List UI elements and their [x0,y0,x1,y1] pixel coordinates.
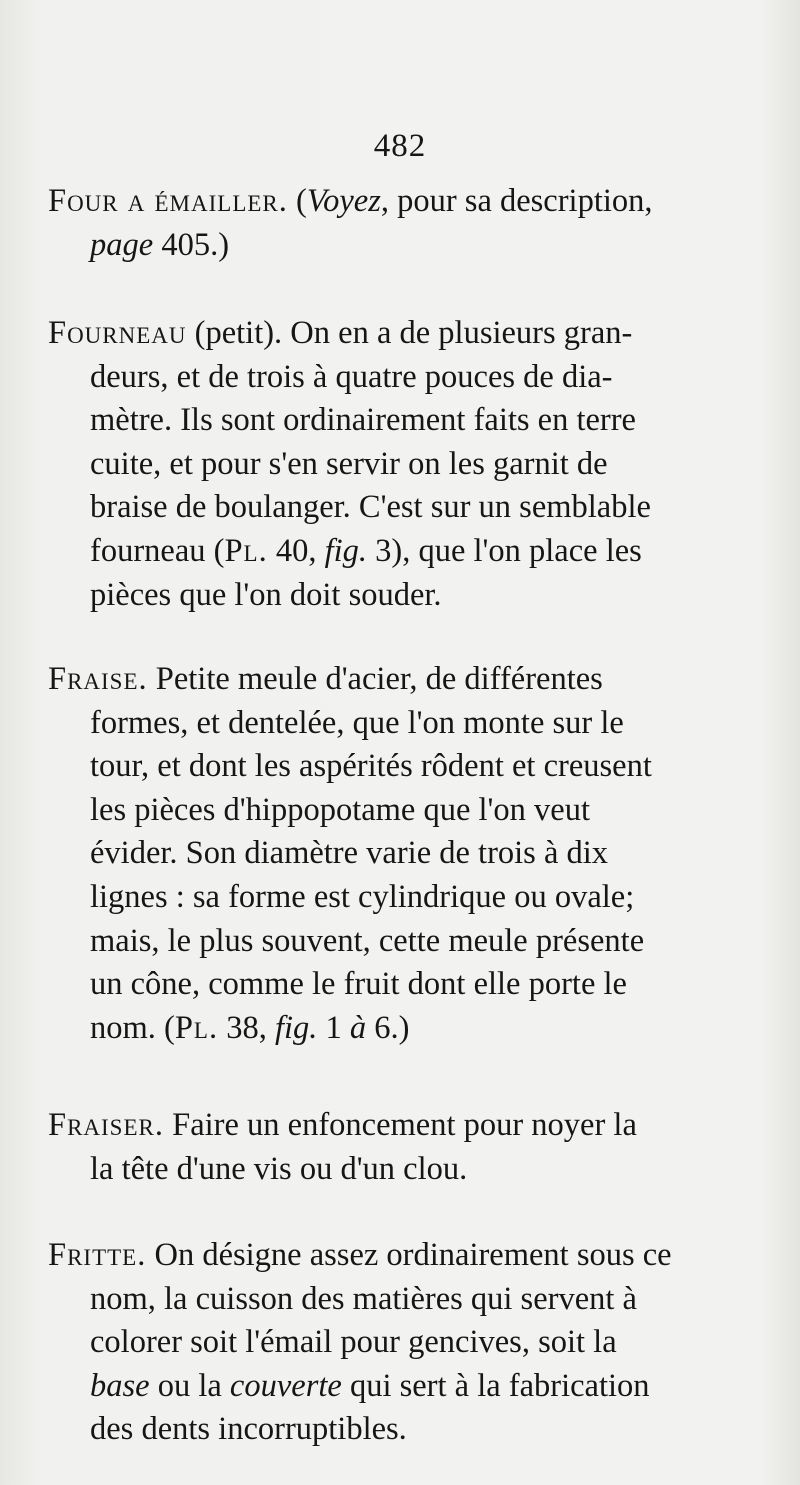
text-run: , pour sa description, [380,183,653,219]
page-number: 482 [373,128,427,164]
entry-headword: Fraiser. [48,1107,164,1143]
text-run: 405.) [153,226,230,263]
text-run: mètre. Ils sont ordinairement faits en terre [90,402,636,439]
text-run: fig. [274,1009,318,1046]
dictionary-entry-fraiser [48,1104,760,1191]
entry-line [48,224,760,268]
entry-line [48,702,760,746]
text-run: formes, et dentelée, que l'on monte sur le [90,704,624,741]
text-run: fig. [324,532,368,569]
entry-line [48,574,760,618]
entry-line [48,789,760,833]
entry-line [48,832,760,876]
text-run: fourneau ( [90,532,225,569]
text-run: Pl. [224,532,268,569]
entry-headword: Fourneau [48,315,187,351]
entry-headword: Fraise. [48,661,148,697]
text-run: 40, [267,532,325,569]
entry-headword: Four a émailler. [48,183,288,219]
text-run: ( [296,183,307,219]
entry-line [48,530,760,574]
entry-line [48,1365,760,1409]
text-run: Voyez [306,183,381,219]
entry-line [48,443,760,487]
text-run: lignes : sa forme est cylindrique ou ovale; [90,878,635,915]
entry-line [48,963,760,1007]
text-run: 1 [317,1009,350,1046]
text-run: (petit). On en a de plusieurs gran- [186,315,633,351]
entry-line [48,356,760,400]
dictionary-entry-fourneau [48,312,760,617]
entry-headword: Fritte. [48,1237,147,1273]
text-run: colorer soit l'émail pour gencives, soit la [90,1324,617,1361]
entry-line [48,312,760,356]
text-run: nom. ( [90,1009,175,1046]
entry-line [48,1104,760,1148]
text-run: base [90,1367,150,1404]
entry-line [48,658,760,702]
entry-line [48,1148,760,1192]
text-run: nom, la cuisson des matières qui servent à [90,1280,637,1317]
entry-line [48,920,760,964]
text-run: évider. Son diamètre varie de trois à dix [90,835,609,872]
text-run: 6.) [366,1009,410,1046]
dictionary-entry-fritte [48,1234,760,1452]
entry-line [48,180,760,224]
text-run: mais, le plus souvent, cette meule présente [90,922,645,959]
text-run: cuite, et pour s'en servir on les garnit de [90,445,608,482]
text-run: pièces que l'on doit souder. [90,576,442,613]
text-run: deurs, et de trois à quatre pouces de dia- [90,358,613,395]
text-run: Faire un enfoncement pour noyer la [164,1107,637,1143]
text-run: couverte [229,1367,342,1404]
text-run: qui sert à la fabrication [341,1367,650,1404]
text-run: On désigne assez ordinairement sous ce [146,1237,672,1273]
dictionary-entry-four-a-emailler [48,180,760,267]
text-run: 3), que l'on place les [367,532,642,569]
entry-line [48,486,760,530]
entry-line [48,745,760,789]
text-run: ou la [149,1367,230,1404]
text-run: 38, [218,1009,275,1046]
entry-line [48,1234,760,1278]
entry-line [48,876,760,920]
entry-line [48,399,760,443]
text-run: un cône, comme le fruit dont elle porte le [90,966,627,1003]
text-run: la tête d'une vis ou d'un clou. [90,1150,468,1187]
entry-line [48,1278,760,1322]
text-run: Petite meule d'acier, de différentes [147,661,603,697]
entry-line [48,1408,760,1452]
text-run: page [90,226,154,263]
text-run: des dents incorruptibles. [90,1411,407,1448]
dictionary-entry-fraise [48,658,760,1050]
text-run: les pièces d'hippopotame que l'on veut [90,791,590,828]
text-run: Pl. [174,1009,219,1046]
entry-line [48,1321,760,1365]
entry-line [48,1007,760,1051]
text-run: braise de boulanger. C'est sur un semblable [90,489,651,526]
text-run: à [349,1009,367,1046]
text-run: tour, et dont les aspérités rôdent et creusent [90,748,652,785]
